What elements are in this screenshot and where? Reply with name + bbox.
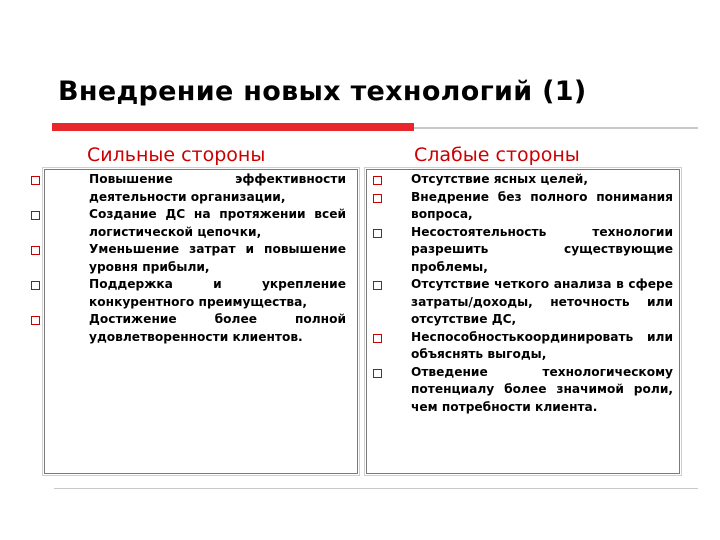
list-item-text: Отсутствие четкого анализа в сфере затраты/доходы, неточность или отсутствие ДС,: [411, 277, 673, 326]
bullet-icon: [373, 194, 382, 203]
list-item: [89, 311, 346, 346]
bullet-icon: [373, 334, 382, 343]
slide-title: Внедрение новых технологий (1): [58, 76, 587, 107]
title-underline-red: [52, 123, 414, 131]
weaknesses-list: [411, 171, 673, 416]
bullet-icon: [373, 369, 382, 378]
list-item: [411, 276, 673, 329]
list-item-text: Отведение технологическому потенциалу более значимой роли, чем потребности клиента.: [411, 364, 673, 414]
footer-divider: [54, 488, 698, 489]
list-item: [89, 276, 346, 311]
list-item: [89, 171, 346, 206]
list-item-text: Несостоятельность технологии разрешить существующие проблемы,: [411, 224, 673, 274]
list-item-text: Уменьшение затрат и повышение уровня прибыли,: [89, 242, 346, 274]
list-item-text: Повышение эффективности деятельности организации,: [89, 172, 346, 204]
list-item-text: Неспособностькоординировать или объяснять выгоды,: [411, 329, 673, 361]
list-item-text: Отсутствие ясных целей,: [411, 172, 588, 186]
list-item: [411, 364, 673, 417]
list-item: [89, 206, 346, 241]
list-item-text: Создание ДС на протяжении всей логистической цепочки,: [89, 207, 346, 239]
list-item: [411, 189, 673, 224]
bullet-icon: [373, 176, 382, 185]
list-item: [411, 171, 673, 189]
strengths-list: [89, 171, 346, 346]
bullet-icon: [373, 281, 382, 290]
list-item: [411, 224, 673, 277]
bullet-icon: [31, 281, 40, 290]
bullet-icon: [31, 176, 40, 185]
list-item-text: Достижение более полной удовлетворенности клиентов.: [89, 312, 346, 344]
weaknesses-heading: Слабые стороны: [414, 144, 580, 166]
bullet-icon: [31, 211, 40, 220]
list-item: [411, 329, 673, 364]
strengths-heading: Сильные стороны: [87, 144, 266, 166]
list-item: [89, 241, 346, 276]
bullet-icon: [31, 316, 40, 325]
bullet-icon: [373, 229, 382, 238]
list-item-text: Поддержка и укрепление конкурентного преимущества,: [89, 277, 346, 309]
list-item-text: Внедрение без полного понимания вопроса,: [411, 189, 673, 221]
bullet-icon: [31, 246, 40, 255]
